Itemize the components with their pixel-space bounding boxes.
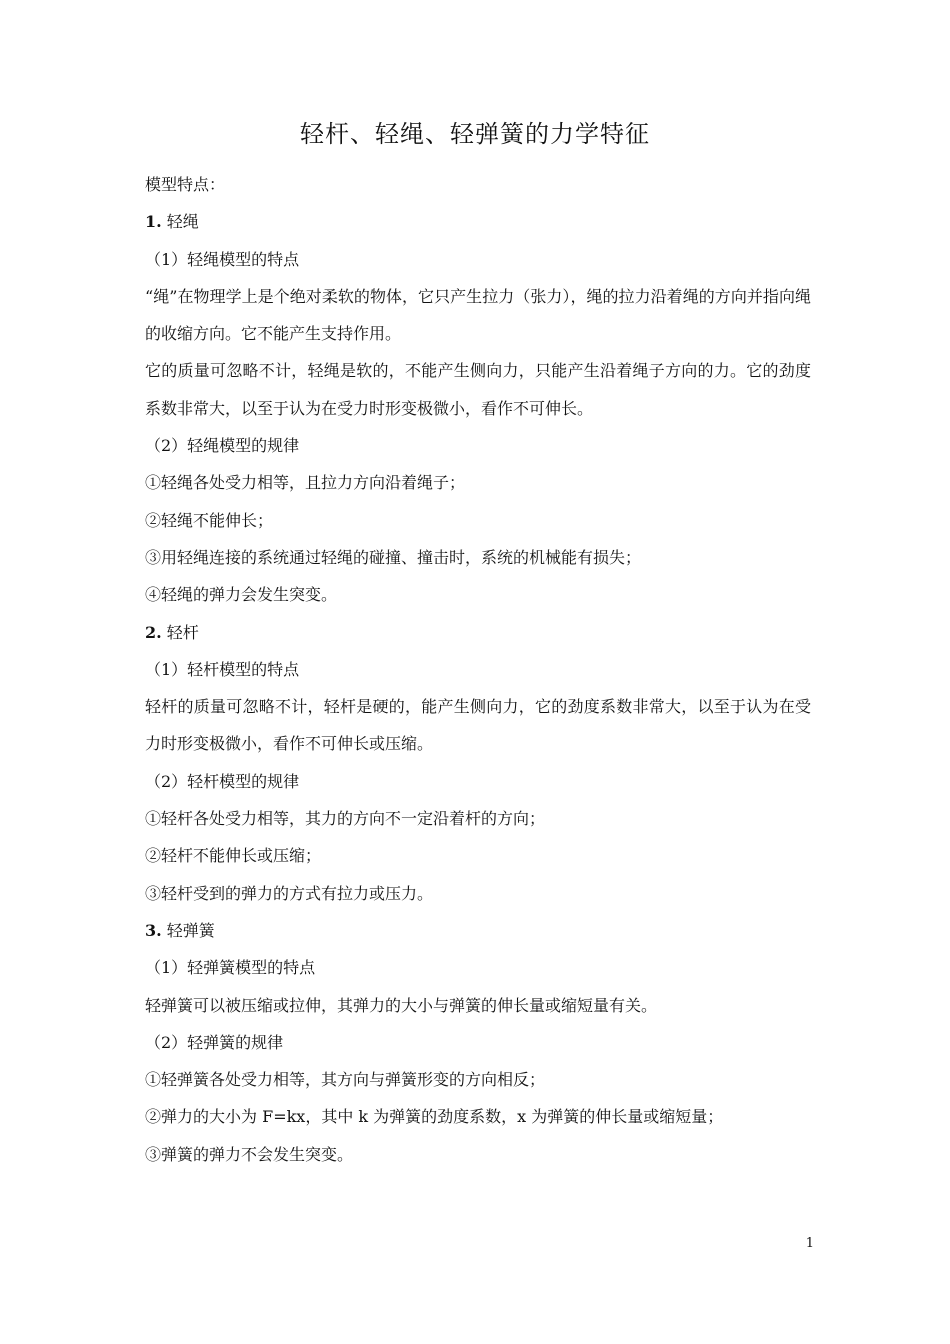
rope-rule-1: ①轻绳各处受力相等，且拉力方向沿着绳子；: [145, 473, 466, 493]
section-heading-rod: 2. 轻杆: [145, 622, 199, 642]
rod-rule-2: ②轻杆不能伸长或压缩；: [145, 846, 322, 866]
page-number: 1: [805, 1236, 814, 1251]
rope-features-heading: （1）轻绳模型的特点: [145, 249, 300, 269]
rod-paragraph-1: 轻杆的质量可忽略不计，轻杆是硬的，能产生侧向力，它的劲度系数非常大，以至于认为在受力时形变极微小，看作不可伸长或压缩。: [145, 697, 811, 754]
section-number: 2.: [145, 622, 162, 642]
spring-rule-2: ②弹力的大小为 F=kx，其中 k 为弹簧的劲度系数，x 为弹簧的伸长量或缩短量；: [145, 1107, 724, 1127]
spring-rules-heading: （2）轻弹簧的规律: [145, 1032, 284, 1052]
rope-paragraph-2: 它的质量可忽略不计，轻绳是软的，不能产生侧向力，只能产生沿着绳子方向的力。它的劲度系数非常大，以至于认为在受力时形变极微小，看作不可伸长。: [145, 361, 811, 418]
section-heading-spring: 3. 轻弹簧: [145, 920, 215, 940]
section-number: 3.: [145, 920, 162, 940]
rod-rule-1: ①轻杆各处受力相等，其力的方向不一定沿着杆的方向；: [145, 809, 546, 829]
document-body: [145, 166, 811, 1173]
section-heading-rope: 1. 轻绳: [145, 212, 199, 232]
rope-rules-heading: （2）轻绳模型的规律: [145, 436, 300, 456]
spring-rule-1: ①轻弹簧各处受力相等，其方向与弹簧形变的方向相反；: [145, 1070, 546, 1090]
rod-features-heading: （1）轻杆模型的特点: [145, 659, 300, 679]
spring-rule-3: ③弹簧的弹力不会发生突变。: [145, 1144, 354, 1164]
rope-paragraph-1: “绳”在物理学上是个绝对柔软的物体，它只产生拉力（张力），绳的拉力沿着绳的方向并指向绳的收缩方向。它不能产生支持作用。: [145, 286, 811, 344]
rope-rule-3: ③用轻绳连接的系统通过轻绳的碰撞、撞击时，系统的机械能有损失；: [145, 547, 642, 567]
document-title: 轻杆、轻绳、轻弹簧的力学特征: [300, 120, 650, 148]
spring-paragraph-1: 轻弹簧可以被压缩或拉伸，其弹力的大小与弹簧的伸长量或缩短量有关。: [145, 995, 658, 1015]
rope-rule-2: ②轻绳不能伸长；: [145, 510, 274, 530]
rope-rule-4: ④轻绳的弹力会发生突变。: [145, 585, 338, 605]
section-intro-label: 模型特点：: [145, 175, 226, 194]
section-number: 1.: [145, 212, 162, 232]
rod-rules-heading: （2）轻杆模型的规律: [145, 771, 300, 791]
rod-rule-3: ③轻杆受到的弹力的方式有拉力或压力。: [145, 883, 434, 903]
spring-features-heading: （1）轻弹簧模型的特点: [145, 958, 316, 978]
